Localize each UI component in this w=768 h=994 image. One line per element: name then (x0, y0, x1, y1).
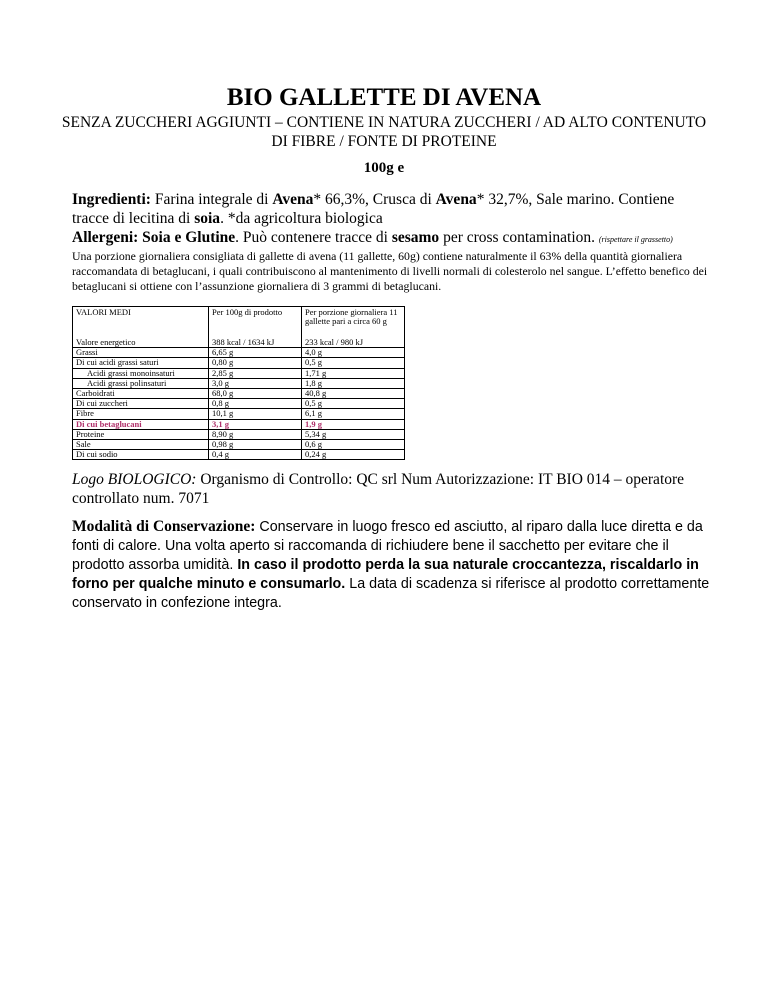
nutrient-name: Di cui zuccheri (73, 399, 209, 409)
nutrient-name: Di cui betaglucani (73, 419, 209, 429)
value-per-portion: 1,8 g (302, 378, 405, 388)
value-per-100g: 388 kcal / 1634 kJ (209, 338, 302, 348)
product-weight: 100g e (363, 160, 405, 176)
ingredients-text-3: * 32,7%, Sale marino. Contiene tracce di lecitina di (72, 191, 675, 227)
table-row (73, 389, 405, 399)
allergen-sesamo: sesamo (391, 229, 440, 246)
organic-logo-info (72, 470, 712, 508)
table-row (73, 440, 405, 450)
header-per-100g: Per 100g di prodotto (209, 307, 302, 339)
product-title: BIO GALLETTE DI AVENA (226, 84, 542, 111)
ingredient-avena-2: Avena (435, 191, 477, 208)
nutrient-name: Carboidrati (73, 389, 209, 399)
value-per-portion: 1,71 g (302, 368, 405, 378)
ingredients-text-4: . *da agricoltura biologica (220, 210, 383, 227)
value-per-100g: 3,1 g (209, 419, 302, 429)
table-row (73, 348, 405, 358)
table-row (73, 338, 405, 348)
value-per-100g: 0,4 g (209, 450, 302, 460)
product-subtitle: SENZA ZUCCHERI AGGIUNTI – CONTIENE IN NATURA ZUCCHERI / AD ALTO CONTENUTO DI FIBRE / FONTE DI PROTEINE (61, 114, 707, 150)
header-per-portion: Per porzione giornaliera 11 gallette pari a circa 60 g (302, 307, 405, 339)
storage-text-1: Conservare in luogo fresco ed asciutto, al riparo dalla luce diretta e da fonti di calore. Una volta aperto si raccomanda di richiudere bene il sacchetto per evitare che il prodotto assorba umidità. (72, 519, 703, 573)
value-per-100g: 0,98 g (209, 440, 302, 450)
storage-label: Modalità di Conservazione: (72, 518, 256, 535)
storage-bold-text: In caso il prodotto perda la sua naturale croccantezza, riscaldarlo in forno per qualche minuto e consumarlo. (72, 557, 699, 592)
value-per-portion: 0,6 g (302, 440, 405, 450)
value-per-portion: 40,8 g (302, 389, 405, 399)
value-per-100g: 6,65 g (209, 348, 302, 358)
table-row (73, 378, 405, 388)
header-valori-medi: VALORI MEDI (73, 307, 209, 339)
value-per-portion: 0,5 g (302, 358, 405, 368)
nutrient-name: Acidi grassi monoinsaturi (73, 368, 209, 378)
nutrient-name: Acidi grassi polinsaturi (73, 378, 209, 388)
table-row (73, 409, 405, 419)
betaglucan-description: Una porzione giornaliera consigliata di gallette di avena (11 gallette, 60g) contiene naturalmente il 63% della quantità giornaliera raccomandata di betaglucani, i quali contribuiscono al mantenimento di livelli normali di colesterolo nel sangue. L’effetto benefico dei betaglucani si ottiene con l’assunzione giornaliera di 3 grammi di betaglucani. (72, 249, 708, 293)
table-row (73, 399, 405, 409)
logo-label: Logo BIOLOGICO: (72, 471, 197, 488)
table-row (73, 368, 405, 378)
table-row (73, 419, 405, 429)
allergens-text-2: per cross contamination. (439, 229, 599, 246)
value-per-100g: 0,8 g (209, 399, 302, 409)
nutrient-name: Fibre (73, 409, 209, 419)
nutrient-name: Proteine (73, 429, 209, 439)
value-per-100g: 0,80 g (209, 358, 302, 368)
ingredient-soia: soia (194, 210, 221, 227)
value-per-100g: 10,1 g (209, 409, 302, 419)
allergens-note: (rispettare il grassetto) (598, 235, 673, 244)
value-per-portion: 1,9 g (302, 419, 405, 429)
allergens-text-1: . Può contenere tracce di (235, 229, 392, 246)
nutrient-name: Sale (73, 440, 209, 450)
value-per-100g: 2,85 g (209, 368, 302, 378)
value-per-100g: 8,90 g (209, 429, 302, 439)
nutrition-table (72, 306, 405, 460)
allergens-label: Allergeni: Soia e Glutine (72, 229, 236, 246)
storage-info (72, 517, 722, 613)
value-per-100g: 3,0 g (209, 378, 302, 388)
value-per-portion: 4,0 g (302, 348, 405, 358)
nutrient-name: Valore energetico (73, 338, 209, 348)
value-per-portion: 6,1 g (302, 409, 405, 419)
nutrition-table-header (73, 307, 405, 339)
ingredients-text-1: Farina integrale di (150, 191, 273, 208)
ingredient-avena-1: Avena (272, 191, 314, 208)
value-per-portion: 0,5 g (302, 399, 405, 409)
storage-text-2: La data di scadenza si riferisce al prodotto correttamente conservato in confezione integra. (72, 576, 710, 611)
value-per-portion: 5,34 g (302, 429, 405, 439)
nutrient-name: Di cui sodio (73, 450, 209, 460)
table-row (73, 358, 405, 368)
ingredients-text-2: * 66,3%, Crusca di (313, 191, 436, 208)
value-per-portion: 0,24 g (302, 450, 405, 460)
value-per-100g: 68,0 g (209, 389, 302, 399)
logo-text: Organismo di Controllo: QC srl Num Autorizzazione: IT BIO 014 – operatore controllato num. 7071 (72, 471, 685, 507)
ingredients-label: Ingredienti: (72, 191, 151, 208)
table-row (73, 450, 405, 460)
table-row (73, 429, 405, 439)
nutrient-name: Grassi (73, 348, 209, 358)
nutrient-name: Di cui acidi grassi saturi (73, 358, 209, 368)
ingredients-block (72, 190, 712, 249)
value-per-portion: 233 kcal / 980 kJ (302, 338, 405, 348)
